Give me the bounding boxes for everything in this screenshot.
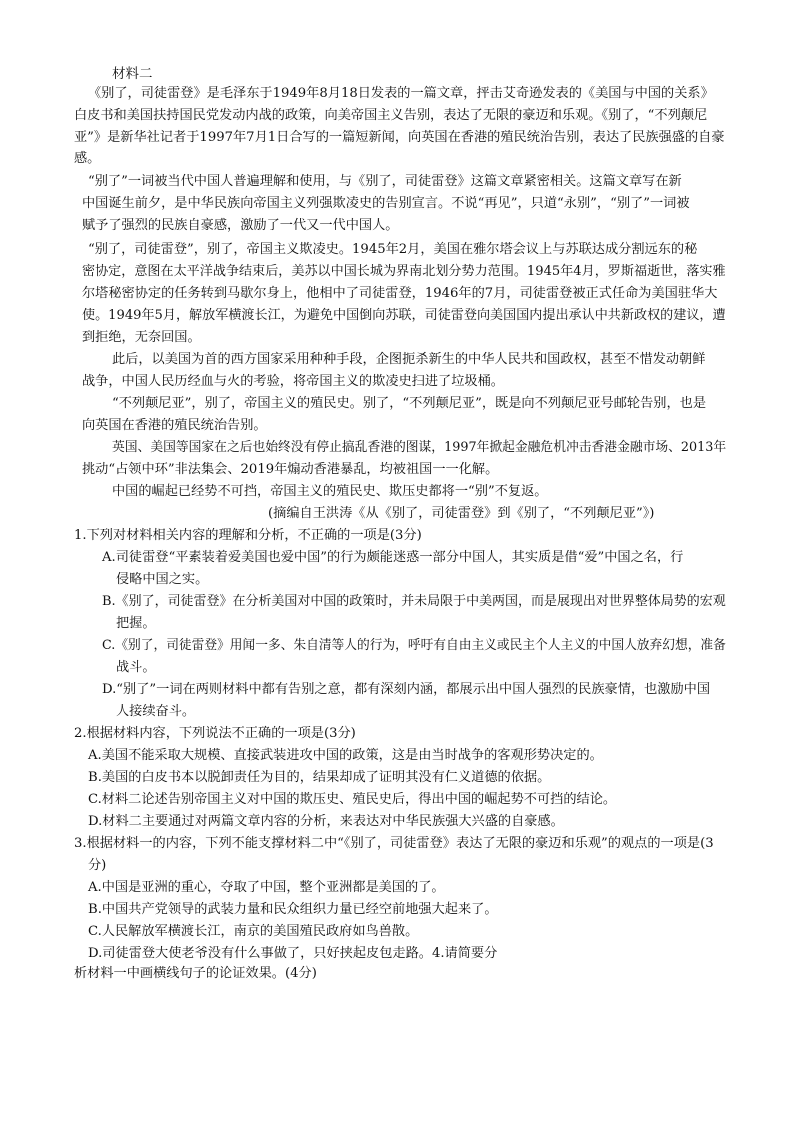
material-line: 使。1949年5月，解放军横渡长江，为避免中国倒向苏联，司徒雷登向美国国内提出承认中共新政权的建议，遭 (82, 308, 726, 323)
question-option: 侵略中国之实。 (116, 572, 209, 587)
material-line: 中国的崛起已经势不可挡，帝国主义的殖民史、欺压史都将一“别”不复返。 (112, 484, 548, 499)
material-line: 感。 (74, 151, 101, 166)
question-stem: 1.下列对材料相关内容的理解和分析，不正确的一项是(3分) (74, 528, 422, 543)
material-line: 此后，以美国为首的西方国家采用种种手段，企图扼杀新生的中华人民共和国政权，甚至不惜发动朝鲜 (112, 352, 706, 367)
material-line: 白皮书和美国扶持国民党发动内战的政策，向美帝国主义告别，表达了无限的豪迈和乐观。《别了，“不列颠尼 (74, 108, 708, 123)
question-option: C.人民解放军横渡长江，南京的美国殖民政府如鸟兽散。 (88, 924, 419, 939)
material-line: 英国、美国等国家在之后也始终没有停止搞乱香港的图谋，1997年掀起金融危机冲击香港金融市场、2013年 (112, 440, 727, 455)
question-option: C.《别了，司徒雷登》用闻一多、朱自清等人的行为，呼吁有自由主义或民主个人主义的中国人放弃幻想，准备 (102, 638, 726, 653)
question-option: A.美国不能采取大规模、直接武装进攻中国的政策，这是由当时战争的客观形势决定的。 (88, 748, 603, 763)
question-stem: 2.根据材料内容，下列说法不正确的一项是(3分) (74, 726, 356, 741)
question-option: A.司徒雷登“平素装着爱美国也爱中国”的行为颇能迷惑一部分中国人，其实质是借“爱”中国之名，行 (102, 550, 684, 565)
question-option: B.美国的白皮书本以脱卸责任为目的，结果却成了证明其没有仁义道德的依据。 (88, 770, 551, 785)
question-option: D.司徒雷登大使老爷没有什么事做了，只好挟起皮包走路。4.请简要分 (88, 946, 498, 961)
question-option: 人接续奋斗。 (116, 704, 196, 719)
question-option: 战斗。 (116, 660, 156, 675)
question-option: D.材料二主要通过对两篇文章内容的分析，来表达对中华民族强大兴盛的自豪感。 (88, 814, 564, 829)
material-line: “别了”一词被当代中国人普遍理解和使用，与《别了，司徒雷登》这篇文章紧密相关。这篇文章写在新 (88, 174, 682, 189)
material-line: “不列颠尼亚”，别了，帝国主义的殖民史。别了，“不列颠尼亚”，既是向不列颠尼亚号邮轮告别，也是 (112, 396, 707, 411)
material-line: 亚”》是新华社记者于1997年7月1日合写的一篇短新闻，向英国在香港的殖民统治告别，表达了民族强盛的自豪 (74, 130, 725, 145)
material-line: 密协定，意图在太平洋战争结束后，美苏以中国长城为界南北划分势力范围。1945年4月，罗斯福逝世，落实雅 (82, 264, 726, 279)
question-option: C.材料二论述告别帝国主义对中国的欺压史、殖民史后，得出中国的崛起势不可挡的结论。 (88, 792, 617, 807)
material-line: 战争，中国人民历经血与火的考验，将帝国主义的欺凌史扫进了垃圾桶。 (82, 374, 504, 389)
question-option: B.中国共产党领导的武装力量和民众组织力量已经空前地强大起来了。 (88, 902, 498, 917)
material-line: 向英国在香港的殖民统治告别。 (82, 418, 267, 433)
material-line: 中国诞生前夕，是中华民族向帝国主义列强欺凌史的告别宣言。不说“再见”，只道“永别”，“别了”一词被 (82, 196, 690, 211)
material-line: 赋予了强烈的民族自豪感，激励了一代又一代中国人。 (82, 218, 399, 233)
question-option: A.中国是亚洲的重心，夺取了中国，整个亚洲都是美国的了。 (88, 880, 445, 895)
material-line: “别了，司徒雷登”，别了，帝国主义欺凌史。1945年2月，美国在雅尔塔会议上与苏联达成分割远东的秘 (88, 242, 698, 257)
question-stem: 3.根据材料一的内容，下列不能支撑材料二中“《别了，司徒雷登》表达了无限的豪迈和乐观”的观点的一项是(3 (74, 836, 714, 851)
material-line: 尔塔秘密协定的任务转到马歇尔身上，他相中了司徒雷登，1946年的7月，司徒雷登被正式任命为美国驻华大 (82, 286, 718, 301)
material-line: 到拒绝，无奈回国。 (82, 330, 201, 345)
material-heading: 材料二 (112, 66, 153, 82)
question-stem: 分) (88, 858, 107, 873)
question-option: B.《别了，司徒雷登》在分析美国对中国的政策时，并未局限于中美两国，而是展现出对世界整体局势的宏观 (102, 594, 726, 609)
question-4-tail: 析材料一中画横线句子的论证效果。(4分) (74, 966, 317, 981)
material-line: 《别了，司徒雷登》是毛泽东于1949年8月18日发表的一篇文章，抨击艾奇逊发表的《美国与中国的关系》 (88, 86, 714, 101)
question-option: D.“别了”一词在两则材料中都有告别之意，都有深刻内涵，都展示出中国人强烈的民族豪情，也激励中国 (102, 682, 711, 697)
question-option: 把握。 (116, 616, 156, 631)
material-source: (摘编自王洪涛《从《别了，司徒雷登》到《别了，“不列颠尼亚”》) (268, 506, 655, 521)
material-line: 挑动“占领中环”非法集会、2019年煽动香港暴乱，均被祖国一一化解。 (82, 462, 499, 477)
